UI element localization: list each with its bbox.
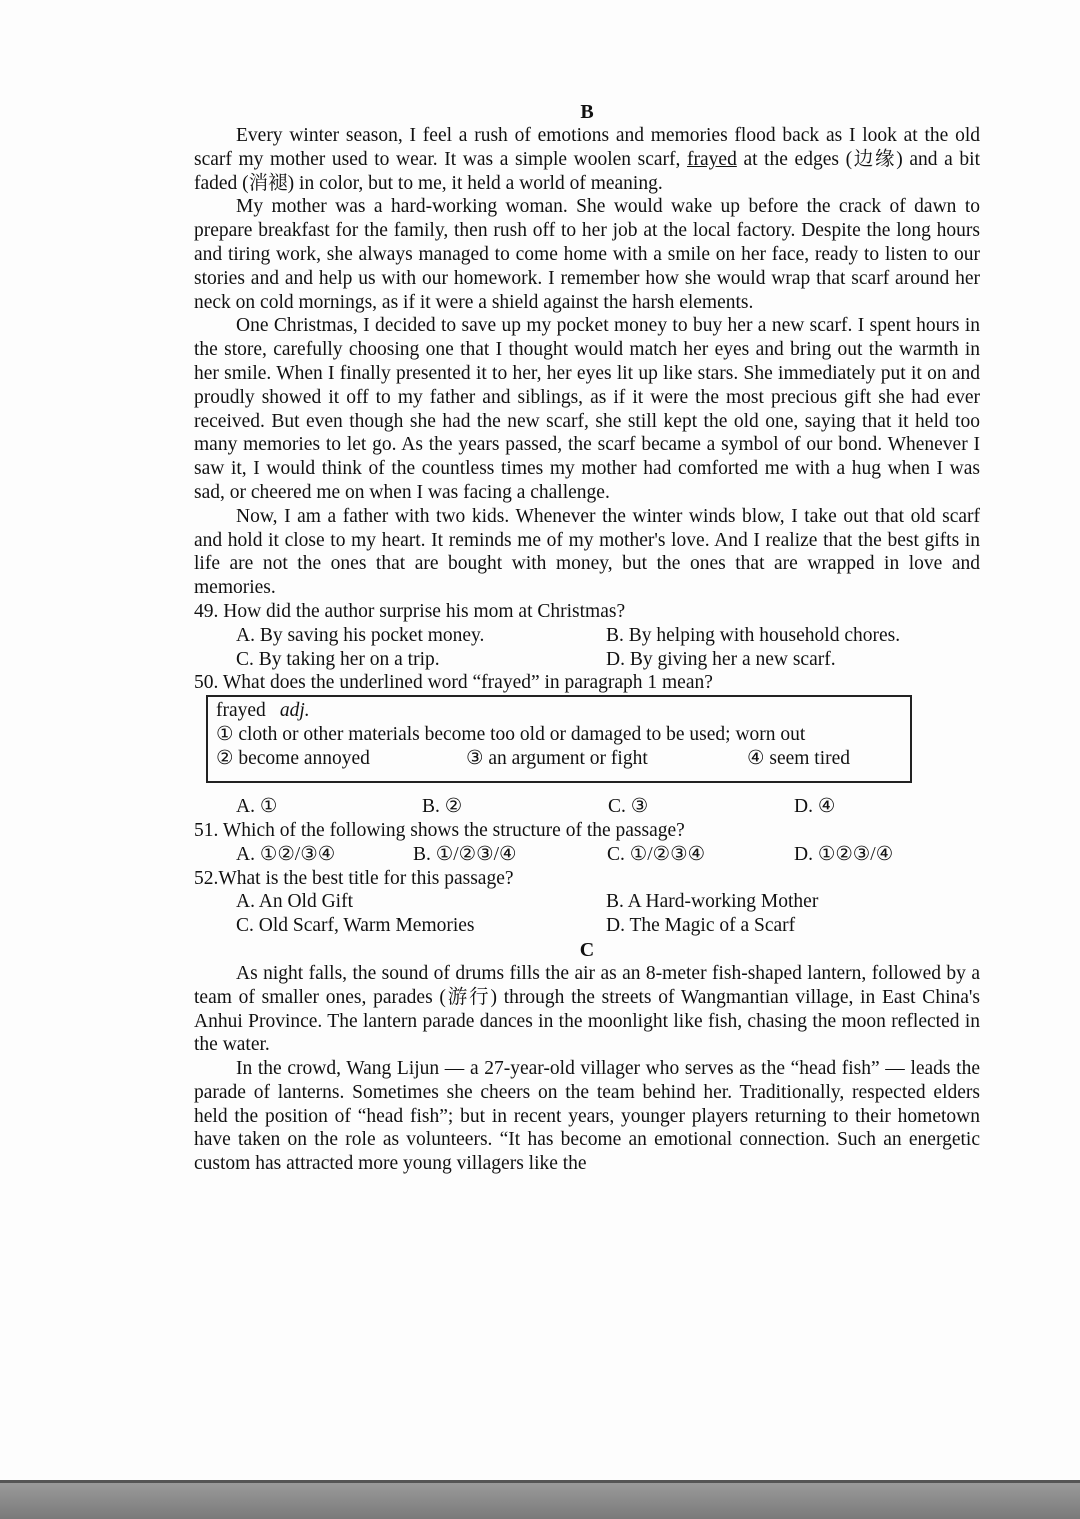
scan-bottom-border xyxy=(0,1483,1080,1519)
q52-option-a: A. An Old Gift xyxy=(236,891,353,913)
question-51: 51. Which of the following shows the structure of the passage? xyxy=(194,819,685,841)
exam-content xyxy=(194,100,980,1176)
definition-1: ① cloth or other materials become too old or damaged to be used; worn out xyxy=(216,723,806,745)
q52-option-b: B. A Hard-working Mother xyxy=(606,891,819,913)
q50-option-b: B. ② xyxy=(422,796,463,818)
q52-option-c: C. Old Scarf, Warm Memories xyxy=(236,915,475,937)
definition-2: ② become annoyed xyxy=(216,747,370,769)
q50-option-d: D. ④ xyxy=(794,796,836,818)
question-52: 52.What is the best title for this passage? xyxy=(194,867,514,889)
p1-text-before: Every winter season, I feel a rush of emotions and memories flood back as I look at the old scarf my mother used to wear. It was a simple woolen scarf, xyxy=(194,125,980,170)
q50-options-row xyxy=(194,795,980,819)
q52-options-row-2 xyxy=(194,914,980,938)
passage-b-paragraph-1 xyxy=(194,124,980,195)
passage-b-paragraph-4: Now, I am a father with two kids. Whenever the winter winds blow, I take out that old scarf and hold it close to my heart. It reminds me of my mother's love. And I realize that the best gifts in life are not the ones that are bought with money, but the ones that are wrapped in love and memories. xyxy=(194,505,980,599)
question-50: 50. What does the underlined word “frayed” in paragraph 1 mean? xyxy=(194,672,713,694)
passage-b-paragraph-3: One Christmas, I decided to save up my pocket money to buy her a new scarf. I spent hours in the store, carefully choosing one that I thought would match her eyes and bring out the warmth in her smile. When I finally presented it to her, her eyes lit up like stars. She immediately put it on and proudly showed it off to my father and siblings, as if it were the most precious gift she had ever received. But even though she had the new scarf, she still kept the old one, saying that it held too many memories to let go. As the years passed, the scarf became a symbol of our bond. Whenever I saw it, I would think of the countless times my mother had comforted me with a hug when I was sad, or cheered me on when I was facing a challenge. xyxy=(194,315,980,503)
passage-c-paragraph-2: In the crowd, Wang Lijun — a 27-year-old villager who serves as the “head fish” — leads the parade of lanterns. Sometimes she cheers on the team behind her. Traditionally, respected elders held the position of “head fish”; but in recent years, younger players returning to their hometown have taken on the role as volunteers. “It has become an emotional connection. Such an energetic custom has attracted more young villagers like the xyxy=(194,1058,980,1175)
question-49: 49. How did the author surprise his mom at Christmas? xyxy=(194,600,626,622)
definition-box xyxy=(206,695,912,783)
section-b-title: B xyxy=(580,101,594,123)
q49-option-b: B. By helping with household chores. xyxy=(606,624,901,646)
q51-option-d: D. ①②③/④ xyxy=(794,843,894,865)
q51-option-c: C. ①/②③④ xyxy=(607,843,706,865)
q49-option-c: C. By taking her on a trip. xyxy=(236,648,440,670)
definition-row-2 xyxy=(216,747,910,771)
underlined-word-frayed: frayed xyxy=(687,148,737,170)
q52-option-d: D. The Magic of a Scarf xyxy=(606,915,796,937)
q50-option-a: A. ① xyxy=(236,796,278,818)
passage-c-paragraph-1: As night falls, the sound of drums fills the air as an 8-meter fish-shaped lantern, followed by a team of smaller ones, parades (游行) through the streets of Wangmantian village, in East China's Anhui Province. The lantern parade dances in the moonlight like fish, chasing the moon reflected in the water. xyxy=(194,962,980,1056)
p1-text-after: at the edges (边缘) and a bit faded (消褪) in color, but to me, it held a world of meaning. xyxy=(194,148,980,194)
definition-headword-line xyxy=(216,699,910,723)
q49-option-d: D. By giving her a new scarf. xyxy=(606,648,836,670)
section-c-title: C xyxy=(579,938,595,961)
q52-options-row-1 xyxy=(194,890,980,914)
passage-b-paragraph-2: My mother was a hard-working woman. She would wake up before the crack of dawn to prepare breakfast for the family, then rush off to her job at the local factory. Despite the long hours and tiring work, she always managed to come home with a smile on her face, ready to listen to our stories and and help us with our homework. I remember how she would wrap that scarf around her neck on cold mornings, as if it were a shield against the harsh elements. xyxy=(194,196,980,313)
definition-4: ④ seem tired xyxy=(747,747,851,769)
definition-headword: frayed xyxy=(216,700,266,722)
definition-3: ③ an argument or fight xyxy=(466,747,648,769)
definition-part-of-speech: adj. xyxy=(279,700,310,722)
q51-option-b: B. ①/②③/④ xyxy=(413,843,517,865)
q50-option-c: C. ③ xyxy=(608,796,649,818)
q51-options-row xyxy=(194,843,980,867)
q51-option-a: A. ①②/③④ xyxy=(236,843,336,865)
q49-option-a: A. By saving his pocket money. xyxy=(236,624,485,646)
q49-options-row-1 xyxy=(194,624,980,648)
q49-options-row-2 xyxy=(194,648,980,672)
